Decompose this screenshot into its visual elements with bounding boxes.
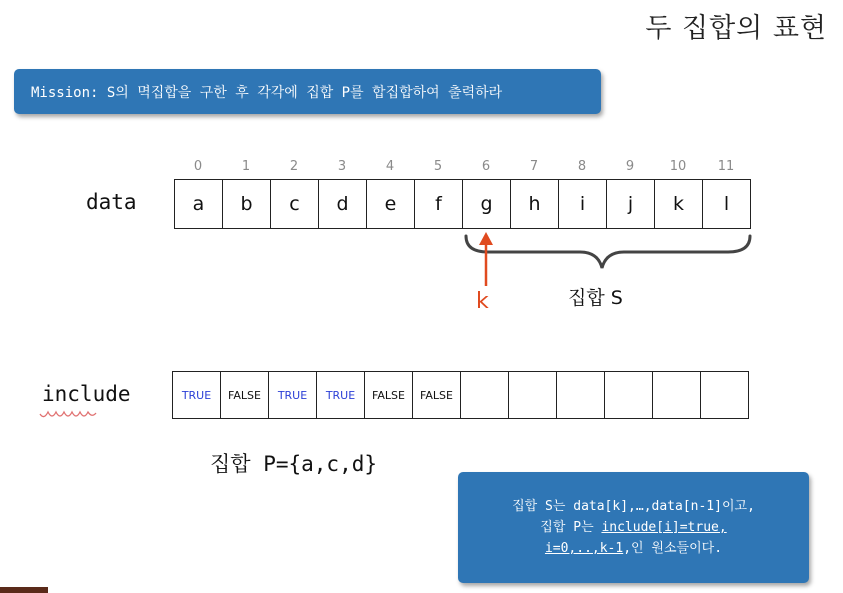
- info-line-2: [540, 517, 726, 538]
- index-10: 10: [669, 159, 687, 174]
- data-cell: l: [703, 179, 751, 229]
- index-4: 4: [385, 159, 395, 174]
- data-cell: h: [511, 179, 559, 229]
- info-line-1: 집합 S는 data[k],…,data[n-1]이고,: [512, 499, 755, 514]
- data-cell: k: [655, 179, 703, 229]
- index-6: 6: [481, 159, 491, 174]
- include-cell: [509, 371, 557, 419]
- data-cell: d: [319, 179, 367, 229]
- info-line-2-prefix: 집합 P는: [540, 520, 602, 535]
- data-cell: c: [271, 179, 319, 229]
- include-cell: TRUE: [269, 371, 317, 419]
- data-cell: f: [415, 179, 463, 229]
- include-cell: FALSE: [221, 371, 269, 419]
- set-s-brace: [466, 236, 750, 268]
- set-s-label: 집합 S: [568, 287, 623, 309]
- data-cell: a: [175, 179, 223, 229]
- index-0: 0: [193, 159, 203, 174]
- corner-decoration: [0, 587, 48, 593]
- include-cell: FALSE: [413, 371, 461, 419]
- include-label: include: [42, 382, 131, 406]
- k-arrow-head: [479, 232, 493, 245]
- set-p-label: 집합 P={a,c,d}: [210, 452, 378, 476]
- index-8: 8: [577, 159, 587, 174]
- include-cell: [605, 371, 653, 419]
- include-cell: [653, 371, 701, 419]
- include-array: [172, 371, 749, 419]
- data-cell: j: [607, 179, 655, 229]
- include-cell: FALSE: [365, 371, 413, 419]
- info-box: [458, 472, 809, 583]
- index-9: 9: [625, 159, 635, 174]
- include-cell: [461, 371, 509, 419]
- info-line-3: [545, 538, 722, 559]
- include-cell: TRUE: [173, 371, 221, 419]
- info-line-2-condition: include[i]=true,: [601, 520, 727, 535]
- index-2: 2: [289, 159, 299, 174]
- mission-text: Mission: S의 멱집합을 구한 후 각각에 집합 P를 합집합하여 출력하라: [31, 84, 503, 101]
- slide-title: 두 집합의 표현: [645, 13, 827, 44]
- data-cell: e: [367, 179, 415, 229]
- index-5: 5: [433, 159, 443, 174]
- info-line-3-suffix: ,인 원소들이다.: [623, 541, 723, 556]
- index-3: 3: [337, 159, 347, 174]
- include-squiggle: [40, 412, 96, 417]
- k-label: k: [476, 289, 489, 314]
- data-label: data: [86, 190, 137, 214]
- index-11: 11: [717, 159, 735, 174]
- include-cell: TRUE: [317, 371, 365, 419]
- include-cell: [557, 371, 605, 419]
- index-7: 7: [529, 159, 539, 174]
- data-cell: b: [223, 179, 271, 229]
- data-cell: i: [559, 179, 607, 229]
- include-cell: [701, 371, 749, 419]
- index-1: 1: [241, 159, 251, 174]
- info-line-3-range: i=0,..,k-1: [544, 541, 624, 556]
- data-cell: g: [463, 179, 511, 229]
